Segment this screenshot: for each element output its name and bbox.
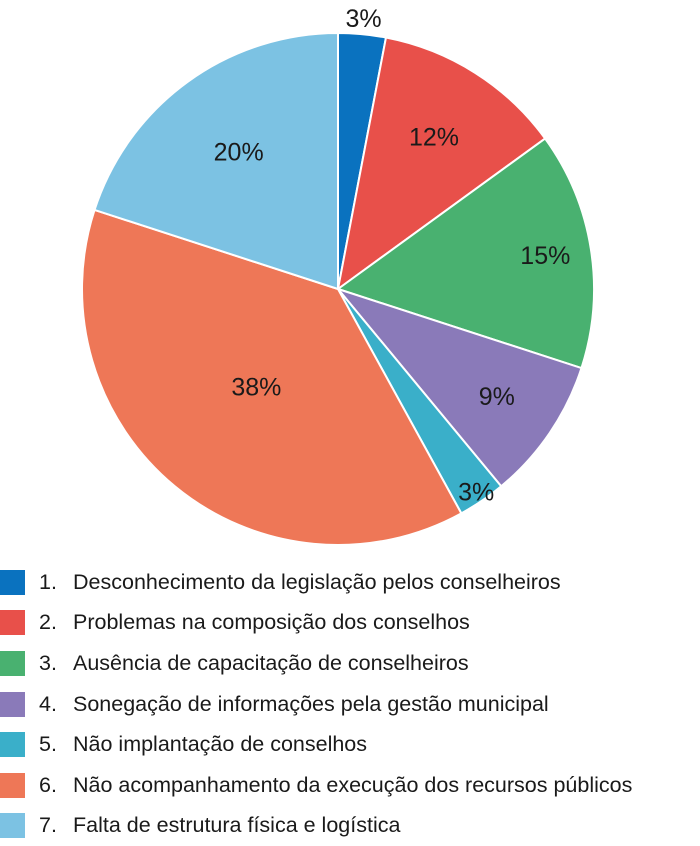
legend-label: Não implantação de conselhos [73,732,368,757]
legend-label: Ausência de capacitação de conselheiros [73,650,469,675]
legend-item-4 [0,684,700,725]
legend [0,562,700,846]
legend-number: 4. [39,691,57,716]
legend-swatch [0,732,25,757]
legend-swatch [0,651,25,676]
legend-swatch [0,773,25,798]
legend-item-5 [0,724,700,765]
slice-value-label-7: 20% [213,138,264,167]
legend-item-2 [0,603,700,644]
legend-label: Desconhecimento da legislação pelos conselheiros [73,569,561,594]
legend-label: Problemas na composição dos conselhos [73,610,470,635]
legend-swatch [0,813,25,838]
legend-item-3 [0,643,700,684]
legend-number: 2. [39,610,57,635]
legend-swatch [0,692,25,717]
slice-value-label-6: 38% [231,373,282,402]
legend-item-7 [0,806,700,846]
slice-value-label-3: 15% [520,242,571,271]
legend-number: 1. [39,569,57,594]
legend-label: Falta de estrutura física e logística [73,813,401,838]
legend-item-6 [0,765,700,806]
slice-value-label-5: 3% [458,478,495,507]
legend-label: Não acompanhamento da execução dos recursos públicos [73,772,633,797]
legend-number: 6. [39,772,57,797]
legend-number: 3. [39,650,57,675]
legend-number: 7. [39,813,57,838]
legend-swatch [0,610,25,635]
legend-label: Sonegação de informações pela gestão municipal [73,691,549,716]
slice-value-label-4: 9% [478,382,515,411]
slice-value-label-2: 12% [408,123,460,152]
legend-swatch [0,570,25,595]
legend-number: 5. [39,732,57,757]
legend-item-1 [0,562,700,603]
slice-value-label-1: 3% [345,4,382,33]
pie-slices [82,33,594,545]
